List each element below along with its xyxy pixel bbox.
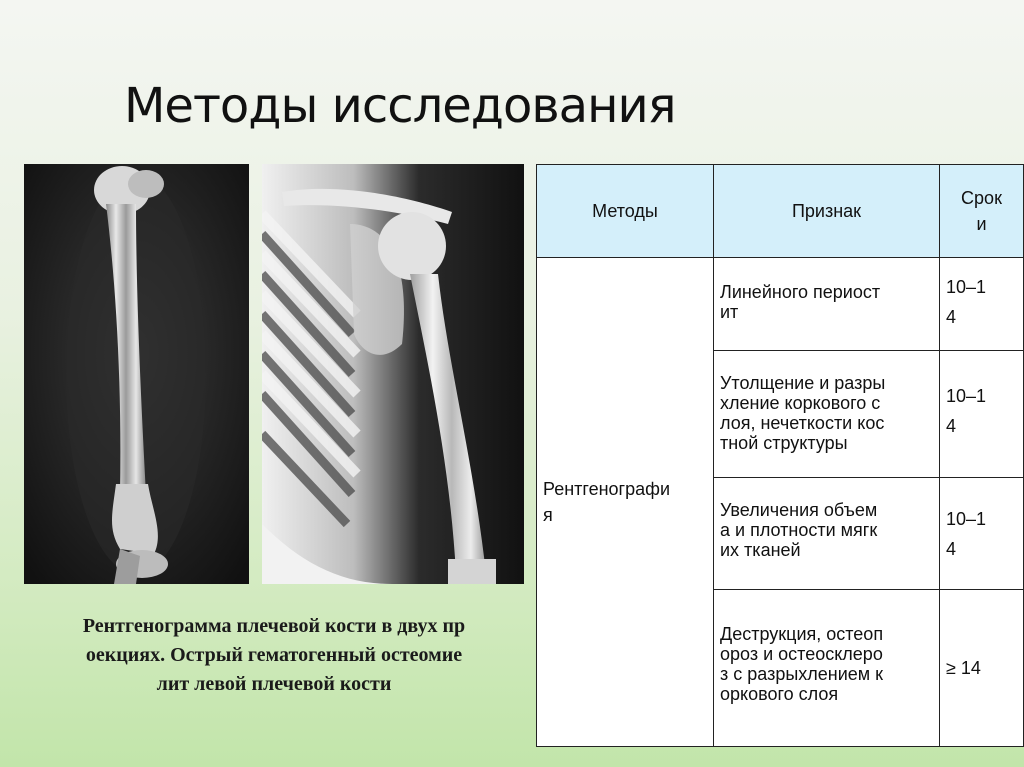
period-cell: 10–1 4 xyxy=(940,351,1024,478)
caption-line: оекциях. Острый гематогенный остеомие xyxy=(85,644,463,666)
table-row xyxy=(537,258,1024,351)
caption-line: лит левой плечевой кости xyxy=(156,673,392,695)
xray-shoulder-image xyxy=(262,164,524,584)
method-cell xyxy=(537,258,714,747)
caption-line: Рентгенограмма плечевой кости в двух пр xyxy=(82,615,466,637)
sign-cell: Линейного периост ит xyxy=(714,258,940,351)
xray-caption xyxy=(24,612,524,699)
sign-cell: Увеличения объем а и плотности мягк их тканей xyxy=(714,478,940,590)
header-period-line: Срок xyxy=(961,188,1002,208)
page-title: Методы исследования xyxy=(124,78,676,134)
method-line: Рентгенографи xyxy=(543,479,670,499)
header-sign: Признак xyxy=(714,165,940,258)
method-line: я xyxy=(543,505,553,525)
header-methods: Методы xyxy=(537,165,714,258)
sign-cell: Утолщение и разры хление коркового с лоя, нечеткости кос тной структуры xyxy=(714,351,940,478)
xray-humerus-image xyxy=(24,164,249,584)
period-cell: 10–1 4 xyxy=(940,478,1024,590)
sign-cell: Деструкция, остеоп ороз и остеосклеро з с разрыхлением к оркового слоя xyxy=(714,590,940,747)
table-header-row xyxy=(537,165,1024,258)
period-cell: ≥ 14 xyxy=(940,590,1024,747)
header-period-line: и xyxy=(976,214,987,234)
header-period xyxy=(940,165,1024,258)
methods-table xyxy=(536,164,1024,747)
period-cell: 10–1 4 xyxy=(940,258,1024,351)
